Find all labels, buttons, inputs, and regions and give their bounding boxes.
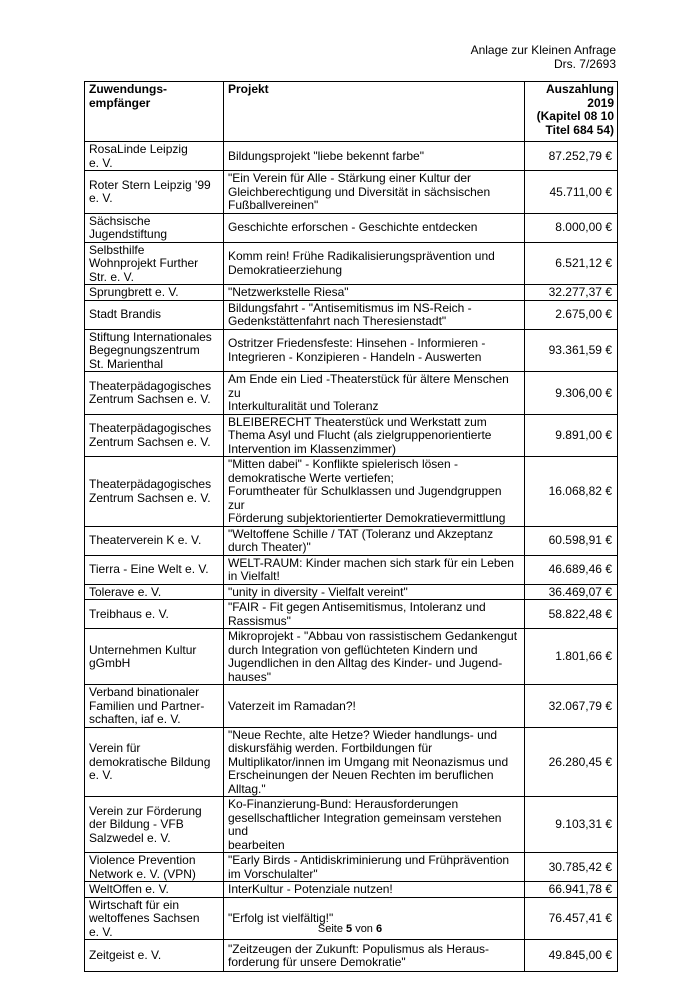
recipient-cell: Verein für demokratische Bildung e. V. <box>85 727 224 797</box>
amount-cell: 36.469,07 € <box>525 584 618 600</box>
recipient-cell: Zeitgeist e. V. <box>85 940 224 972</box>
recipient-cell: Verein zur Förderung der Bildung - VFB Salzwedel e. V. <box>85 797 224 853</box>
recipient-cell: Theaterverein K e. V. <box>85 526 224 555</box>
project-cell: "Mitten dabei" - Konflikte spielerisch lösen - demokratische Werte vertiefen; Forumtheater für Schulklassen und Jugendgruppen zur Förderung subjektorientierter Demokratievermittlung <box>224 457 525 527</box>
recipient-cell: Selbsthilfe Wohnprojekt Further Str. e. V. <box>85 242 224 285</box>
project-cell: "Early Birds - Antidiskriminierung und Frühprävention im Vorschulalter" <box>224 853 525 882</box>
table-row <box>85 727 618 797</box>
table-row <box>85 285 618 301</box>
table-row <box>85 171 618 214</box>
project-cell: BLEIBERECHT Theaterstück und Werkstatt zum Thema Asyl und Flucht (als zielgruppenorientierte Intervention im Klassenzimmer) <box>224 414 525 457</box>
project-cell: WELT-RAUM: Kinder machen sich stark für ein Leben in Vielfalt! <box>224 555 525 584</box>
amount-cell: 2.675,00 € <box>525 300 618 329</box>
project-cell: Am Ende ein Lied -Theaterstück für ältere Menschen zu Interkulturalität und Toleranz <box>224 372 525 415</box>
amount-cell: 32.277,37 € <box>525 285 618 301</box>
recipient-cell: Verband binationaler Familien und Partner- schaften, iaf e. V. <box>85 685 224 728</box>
amount-cell: 66.941,78 € <box>525 882 618 898</box>
footer-page-number: 5 <box>346 923 353 935</box>
footer-middle: von <box>355 923 373 935</box>
table-row <box>85 797 618 853</box>
project-cell: "Weltoffene Schille / TAT (Toleranz und Akzeptanz durch Theater)" <box>224 526 525 555</box>
table-row <box>85 329 618 372</box>
recipient-cell: Violence Prevention Network e. V. (VPN) <box>85 853 224 882</box>
table-row <box>85 526 618 555</box>
header-amount: Auszahlung 2019 (Kapitel 08 10 Titel 684 54) <box>525 82 618 142</box>
project-cell: Bildungsfahrt - "Antisemitismus im NS-Reich - Gedenkstättenfahrt nach Theresienstadt" <box>224 300 525 329</box>
amount-cell: 6.521,12 € <box>525 242 618 285</box>
recipient-cell: Wirtschaft für ein weltoffenes Sachsen e. V. <box>85 897 224 940</box>
amount-cell: 16.068,82 € <box>525 457 618 527</box>
table-row <box>85 584 618 600</box>
table-row <box>85 242 618 285</box>
project-cell: "Zeitzeugen der Zukunft: Populismus als Heraus- forderung für unsere Demokratie" <box>224 940 525 972</box>
amount-cell: 9.103,31 € <box>525 797 618 853</box>
recipient-cell: Tierra - Eine Welt e. V. <box>85 555 224 584</box>
project-cell: "Ein Verein für Alle - Stärkung einer Kultur der Gleichberechtigung und Diversität in sächsischen Fußballvereinen" <box>224 171 525 214</box>
header-line-1: Anlage zur Kleinen Anfrage <box>470 43 616 57</box>
table-row <box>85 142 618 171</box>
recipient-cell: Stadt Brandis <box>85 300 224 329</box>
project-cell: Geschichte erforschen - Geschichte entdecken <box>224 213 525 242</box>
amount-cell: 87.252,79 € <box>525 142 618 171</box>
amount-cell: 9.306,00 € <box>525 372 618 415</box>
project-cell: "Netzwerkstelle Riesa" <box>224 285 525 301</box>
amount-cell: 49.845,00 € <box>525 940 618 972</box>
project-cell: Komm rein! Frühe Radikalisierungsprävention und Demokratieerziehung <box>224 242 525 285</box>
project-cell: Ko-Finanzierung-Bund: Herausforderungen gesellschaftlicher Integration gemeinsam verstehen und bearbeiten <box>224 797 525 853</box>
recipient-cell: WeltOffen e. V. <box>85 882 224 898</box>
recipient-cell: Roter Stern Leipzig '99 e. V. <box>85 171 224 214</box>
table-header-row <box>85 82 618 142</box>
amount-cell: 93.361,59 € <box>525 329 618 372</box>
amount-cell: 26.280,45 € <box>525 727 618 797</box>
table-row <box>85 685 618 728</box>
amount-cell: 30.785,42 € <box>525 853 618 882</box>
recipient-cell: Sächsische Jugendstiftung <box>85 213 224 242</box>
amount-cell: 46.689,46 € <box>525 555 618 584</box>
table-row <box>85 882 618 898</box>
recipient-cell: Treibhaus e. V. <box>85 600 224 629</box>
page-footer <box>0 923 700 935</box>
project-cell: Mikroprojekt - "Abbau von rassistischem Gedankengut durch Integration von geflüchteten Kindern und Jugendlichen in den Alltag des Kinder- und Jugend- hauses" <box>224 629 525 685</box>
recipient-cell: Unternehmen Kultur gGmbH <box>85 629 224 685</box>
project-cell: "FAIR - Fit gegen Antisemitismus, Intoleranz und Rassismus" <box>224 600 525 629</box>
recipient-cell: RosaLinde Leipzig e. V. <box>85 142 224 171</box>
funding-table <box>84 81 618 972</box>
header-project: Projekt <box>224 82 525 142</box>
project-cell: InterKultur - Potenziale nutzen! <box>224 882 525 898</box>
amount-cell: 8.000,00 € <box>525 213 618 242</box>
amount-cell: 9.891,00 € <box>525 414 618 457</box>
project-cell: "Erfolg ist vielfältig!" <box>224 897 525 940</box>
table-row <box>85 372 618 415</box>
table-row <box>85 629 618 685</box>
recipient-cell: Theaterpädagogisches Zentrum Sachsen e. V. <box>85 414 224 457</box>
recipient-cell: Theaterpädagogisches Zentrum Sachsen e. V. <box>85 457 224 527</box>
project-cell: Bildungsprojekt "liebe bekennt farbe" <box>224 142 525 171</box>
amount-cell: 45.711,00 € <box>525 171 618 214</box>
recipient-cell: Sprungbrett e. V. <box>85 285 224 301</box>
recipient-cell: Theaterpädagogisches Zentrum Sachsen e. V. <box>85 372 224 415</box>
amount-cell: 76.457,41 € <box>525 897 618 940</box>
table-row <box>85 300 618 329</box>
recipient-cell: Tolerave e. V. <box>85 584 224 600</box>
project-cell: Vaterzeit im Ramadan?! <box>224 685 525 728</box>
footer-page-total: 6 <box>376 923 383 935</box>
header-recipient: Zuwendungs- empfänger <box>85 82 224 142</box>
table-row <box>85 457 618 527</box>
amount-cell: 1.801,66 € <box>525 629 618 685</box>
amount-cell: 32.067,79 € <box>525 685 618 728</box>
amount-cell: 58.822,48 € <box>525 600 618 629</box>
table-row <box>85 555 618 584</box>
footer-prefix: Seite <box>317 923 343 935</box>
project-cell: "Neue Rechte, alte Hetze? Wieder handlungs- und diskursfähig werden. Fortbildungen für Multiplikator/innen im Umgang mit Neonazismus und Erscheinungen der Neuen Rechten im beruflichen Alltag." <box>224 727 525 797</box>
project-cell: Ostritzer Friedensfeste: Hinsehen - Informieren - Integrieren - Konzipieren - Handeln - Auswerten <box>224 329 525 372</box>
recipient-cell: Stiftung Internationales Begegnungszentrum St. Marienthal <box>85 329 224 372</box>
header-line-2: Drs. 7/2693 <box>553 57 616 71</box>
table-row <box>85 600 618 629</box>
amount-cell: 60.598,91 € <box>525 526 618 555</box>
table-row <box>85 213 618 242</box>
project-cell: "unity in diversity - Vielfalt vereint" <box>224 584 525 600</box>
table-row <box>85 414 618 457</box>
table-row <box>85 940 618 972</box>
document-header <box>471 43 616 71</box>
table-row <box>85 853 618 882</box>
